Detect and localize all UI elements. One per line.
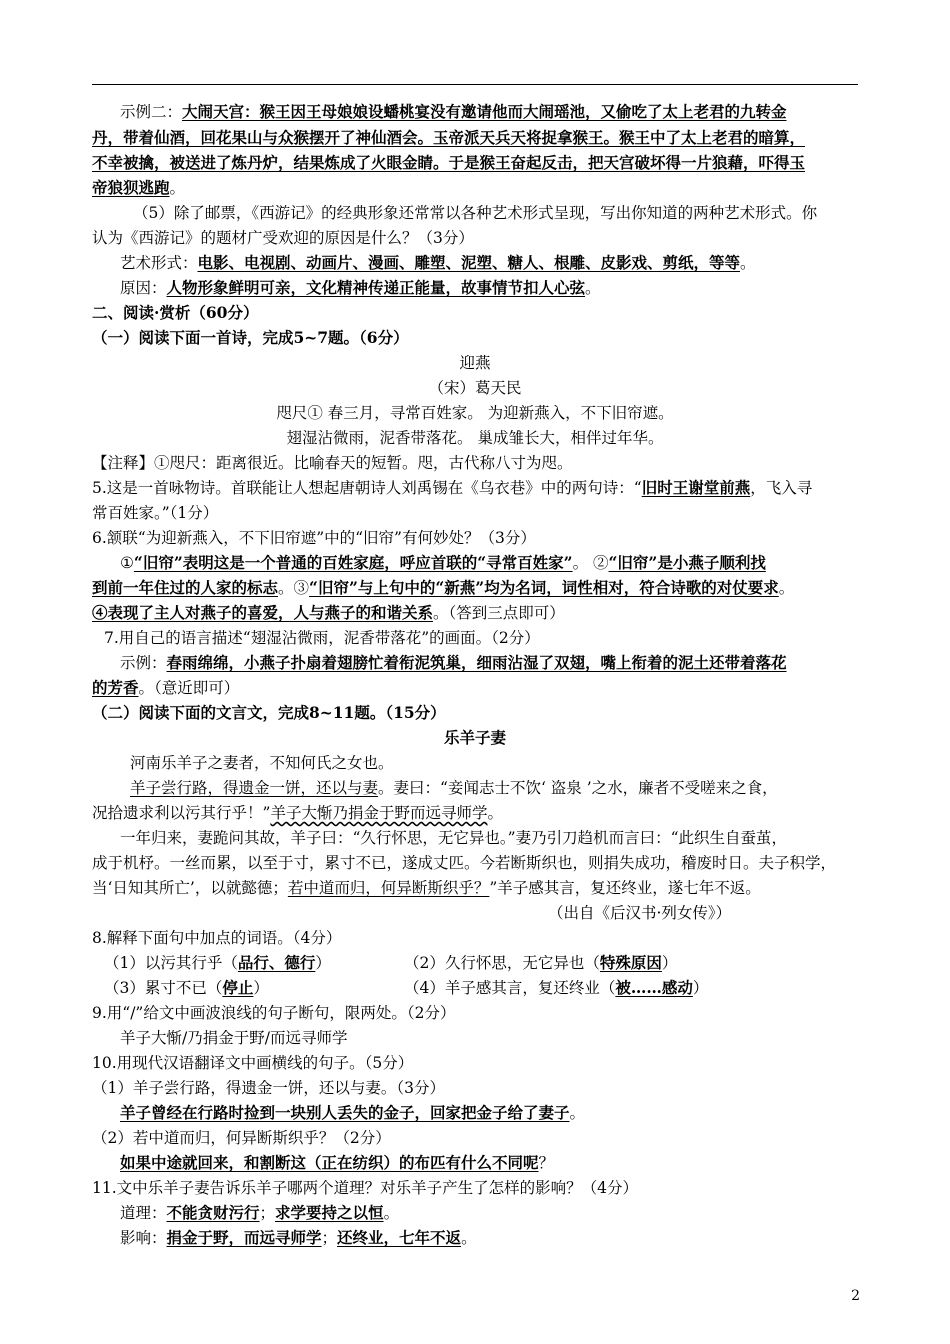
question-7-answer-end: 的芳香 <box>92 678 139 697</box>
question-8-item-4 <box>404 977 708 999</box>
poem-line-1: 咫尺① 春三月，寻常百姓家。 为迎新燕入，不下旧帘遮。 <box>276 404 674 422</box>
question-5b-text-tail: ，飞入寻 <box>750 479 813 497</box>
question-8-item-2 <box>404 952 677 974</box>
question-5b-line-1 <box>92 477 812 499</box>
separator: 。③ <box>278 579 310 597</box>
example-two-line-2: 丹，带着仙酒，回花果山与众猴摆开了神仙酒会。玉帝派天兵天将捉拿猴王。猴王中了太上老君的暗算， <box>92 128 806 147</box>
question-6-answer-line-1 <box>120 552 766 574</box>
period: 。 <box>383 1204 400 1222</box>
reason-text: 人物形象鲜明可亲，文化精神传递正能量，故事情节扣人心弦 <box>166 278 586 297</box>
question-8: 8.解释下面句中加点的词语。（4分） <box>92 929 342 947</box>
example-two-line-4 <box>92 177 185 199</box>
question-9: 9.用“/”给文中画波浪线的句子断句，限两处。（2分） <box>92 1004 456 1022</box>
question-8-item-1 <box>104 952 331 974</box>
question-7: 7.用自己的语言描述“翅湿沾微雨，泥香带落花”的画面。（2分） <box>104 629 540 647</box>
passage-paragraph-2-line-1 <box>130 777 778 799</box>
header-rule <box>92 84 858 85</box>
period: 。 <box>778 579 795 597</box>
question-7-answer-line-2 <box>92 677 239 699</box>
period: 。 <box>740 254 756 272</box>
answer-point-3: “旧帘”与上句中的“新燕”均为名词，词性相对，符合诗歌的对仗要求 <box>309 578 779 597</box>
example-two <box>120 101 787 123</box>
marker-1: ① <box>120 554 134 572</box>
principle-1: 不能贪财污行 <box>166 1203 260 1222</box>
principles-label: 道理： <box>120 1204 167 1222</box>
separator: ； <box>321 1229 338 1247</box>
item-text: （1）以污其行乎（ <box>104 954 238 972</box>
question-11-principles <box>120 1202 399 1224</box>
question-10: 10.用现代汉语翻译文中画横线的句子。（5分） <box>92 1054 414 1072</box>
question-10-answer-1 <box>120 1102 585 1124</box>
question-10-item-1: （1）羊子尝行路，得遗金一饼，还以与妻。（3分） <box>92 1079 445 1097</box>
close-paren: ） <box>661 954 678 972</box>
passage-paragraph-3-line-3 <box>92 877 761 899</box>
poem-author: （宋）葛天民 <box>428 379 522 397</box>
question-7-answer: 春雨绵绵，小燕子扑扇着翅膀忙着衔泥筑巢，细雨沾湿了双翅，嘴上衔着的泥土还带着落花 <box>166 653 787 672</box>
period: 。 <box>585 279 601 297</box>
passage-paragraph-2-line-2 <box>92 802 503 824</box>
poem-note: 【注释】①咫尺：距离很近。比喻春天的短暂。咫，古代称八寸为咫。 <box>92 454 573 472</box>
passage-paragraph-3-line-2: 成于机杼。一丝而累，以至于寸，累寸不已，遂成丈匹。今若断斯织也，则捐失成功，稽废时日。夫子积学， <box>92 854 837 872</box>
item-text: （2）久行怀思，无它异也（ <box>404 954 600 972</box>
period: 。 <box>461 1229 477 1247</box>
question-5b-text: 5.这是一首咏物诗。首联能让人想起唐朝诗人刘禹锡在《乌衣巷》中的两句诗：“ <box>92 479 642 497</box>
influence-label: 影响： <box>120 1229 167 1247</box>
period: 。 <box>169 179 186 197</box>
reason-answer <box>120 277 601 299</box>
influence-1: 捐金于野，而远寻师学 <box>166 1228 322 1247</box>
example-two-line-3: 不幸被擒，被送进了炼丹炉，结果炼成了火眼金睛。于是猴王奋起反击，把天宫破坏得一片狼藉，吓得玉 <box>92 153 806 172</box>
principle-2: 求学要持之以恒 <box>275 1203 384 1222</box>
part-2-heading: （二）阅读下面的文言文，完成8~11题。（15分） <box>92 703 446 722</box>
page-number: 2 <box>851 1288 860 1304</box>
translation-2: 如果中途就回来，和割断这（正在纺织）的布匹有什么不同呢 <box>120 1153 539 1172</box>
example-two-label: 示例二： <box>120 103 183 121</box>
question-6-answer-line-3 <box>92 602 565 624</box>
answer-point-2-end: 到前一年住过的人家的标志 <box>92 578 279 597</box>
passage-text: 况拾遗求利以污其行乎！” <box>92 804 271 822</box>
passage-paragraph-1: 河南乐羊子之妻者，不知何氏之女也。 <box>130 754 394 772</box>
influence-2: 还终业，七年不返 <box>337 1228 462 1247</box>
question-5b-answer: 旧时王谢堂前燕 <box>641 478 751 497</box>
passage-text: 当‘日知其所亡’，以就懿德； <box>92 879 288 897</box>
art-forms-answer <box>120 252 756 274</box>
section-2-heading: 二、阅读·赏析（60分） <box>92 303 259 322</box>
passage-source: （出自《后汉书·列女传》） <box>548 904 732 922</box>
question-7-answer-line-1 <box>120 652 787 674</box>
answer-point-4: ④表现了主人对燕子的喜爱，人与燕子的和谐关系 <box>92 603 434 622</box>
passage-paragraph-3-line-1: 一年归来，妻跪问其故，羊子曰：“久行怀思，无它异也。”妻乃引刀趋机而言曰：“此织生自蚕茧， <box>120 829 788 847</box>
separator: 。 ② <box>572 554 609 572</box>
period: 。 <box>569 1104 586 1122</box>
poem-title: 迎燕 <box>459 354 491 372</box>
question-11: 11.文中乐羊子妻告诉乐羊子哪两个道理？对乐羊子产生了怎样的影响？（4分） <box>92 1179 639 1197</box>
close-paren: ） <box>315 954 331 972</box>
underlined-sentence-1: 羊子尝行路，得遗金一饼，还以与妻 <box>130 779 379 797</box>
question-11-influence <box>120 1227 477 1249</box>
item-answer: 特殊原因 <box>599 953 662 972</box>
question-10-item-2: （2）若中道而归，何异断斯织乎？（2分） <box>92 1129 391 1147</box>
question-6-answer-line-2 <box>92 577 794 599</box>
question-10-answer-2 <box>120 1152 554 1174</box>
answer-point-2: “旧帘”是小燕子顺利找 <box>608 553 766 572</box>
poem-line-2: 翅湿沾微雨，泥香带落花。 巢成雏长大，相伴过年华。 <box>286 429 664 447</box>
question-6: 6.颔联“为迎新燕入，不下旧帘遮”中的“旧帘”有何妙处？（3分） <box>92 529 536 547</box>
answer-note: 。（意近即可） <box>138 679 240 697</box>
art-forms-label: 艺术形式： <box>120 254 198 272</box>
answer-point-1: “旧帘”表明这是一个普通的百姓家庭，呼应首联的“寻常百姓家” <box>133 553 573 572</box>
underlined-sentence-2: 若中道而归，何异断斯织乎？ <box>287 879 490 897</box>
question-5b-line-2: 常百姓家。”（1分） <box>92 504 219 522</box>
item-answer: 品行、德行 <box>237 953 316 972</box>
example-two-answer: 大闹天宫：猴王因王母娘娘设蟠桃宴没有邀请他而大闹瑶池，又偷吃了太上老君的九转金 <box>182 102 787 121</box>
example-two-answer-end: 帝狼狈逃跑 <box>92 178 170 197</box>
question-9-answer: 羊子大惭/乃捐金于野/而远寻师学 <box>120 1029 348 1047</box>
question-5-line-2: 认为《西游记》的题材广受欢迎的原因是什么？（3分） <box>92 229 474 247</box>
passage-text: ”羊子感其言，复还终业，遂七年不返。 <box>489 879 761 897</box>
translation-1: 羊子曾经在行路时捡到一块别人丢失的金子，回家把金子给了妻子 <box>120 1103 570 1122</box>
part-1-heading: （一）阅读下面一首诗，完成5~7题。（6分） <box>92 328 409 347</box>
item-answer: 被……感动 <box>615 978 693 997</box>
question-5-line-1: （5）除了邮票，《西游记》的经典形象还常常以各种艺术形式呈现，写出你知道的两种艺术形式。你 <box>133 204 818 222</box>
classical-text-title: 乐羊子妻 <box>443 728 506 747</box>
period: 。 <box>487 804 503 822</box>
question-mark: ？ <box>538 1154 555 1172</box>
close-paren: ） <box>253 979 269 997</box>
reason-label: 原因： <box>120 279 167 297</box>
art-forms-text: 电影、电视剧、动画片、漫画、雕塑、泥塑、糖人、根雕、皮影戏、剪纸，等等 <box>197 253 741 272</box>
item-text: （3）累寸不已（ <box>104 979 223 997</box>
example-label: 示例： <box>120 654 167 672</box>
separator: ； <box>259 1204 276 1222</box>
question-8-item-3 <box>104 977 269 999</box>
item-answer: 停止 <box>222 978 254 997</box>
close-paren: ） <box>692 979 709 997</box>
passage-text: 。妻曰：“妾闻志士不饮‘ 盗泉 ’之水，廉者不受嗟来之食， <box>378 779 778 797</box>
item-text: （4）羊子感其言，复还终业（ <box>404 979 616 997</box>
answer-note: 。（答到三点即可） <box>433 604 565 622</box>
wavy-underlined-sentence: 羊子大惭乃捐金于野而远寻师学 <box>270 804 488 822</box>
